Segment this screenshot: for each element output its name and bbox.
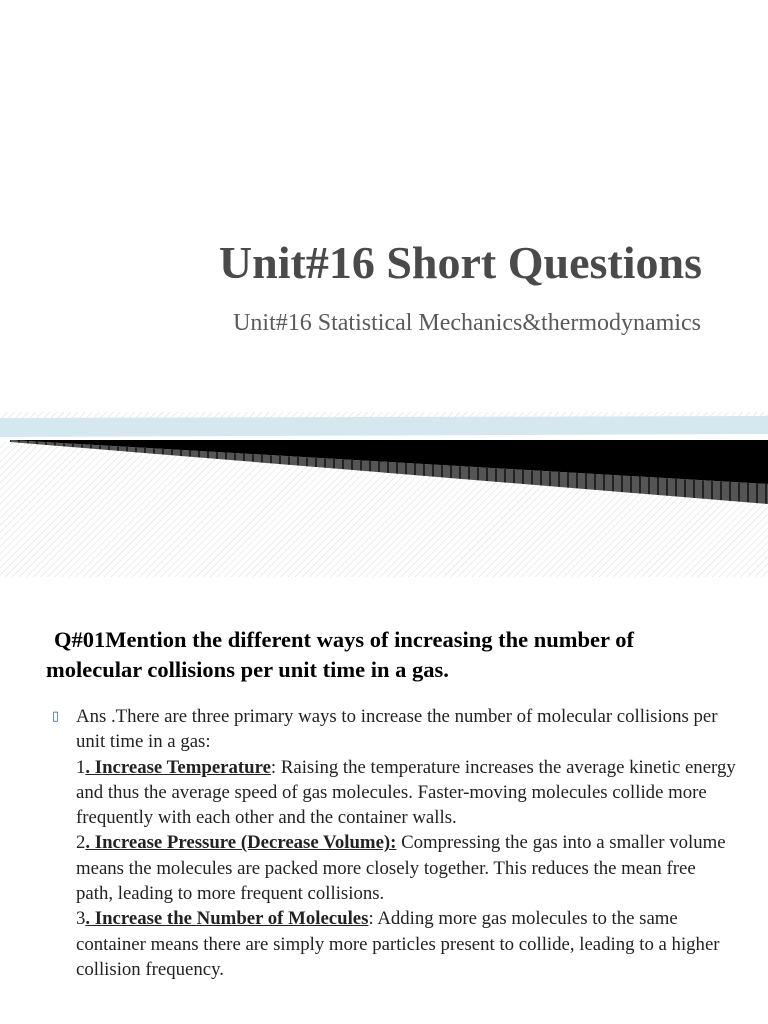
answer-point-1 [76,755,736,831]
point-number: 1 [76,756,86,778]
slide-title: Unit#16 Short Questions [218,237,702,288]
point-heading: . Increase the Number of Molecules [85,908,369,930]
point-text: : Raising the temperature increases the average kinetic energy and thus the average speed of gas molecules. Faster-moving molecules collide more frequently with each other and the container walls. [76,756,736,829]
slide-subtitle: Unit#16 Statistical Mechanics&thermodynamics [233,310,701,336]
decorative-band [0,412,768,577]
content-slide [0,577,768,1024]
point-text: Compressing the gas into a smaller volume means the molecules are packed more closely together. This reduces the mean free path, leading to more frequent collisions. [76,832,726,905]
question-line-2: molecular collisions per unit time in a gas. [46,657,449,682]
point-text: : Adding more gas molecules to the same container means there are simply more particles present to collide, leading to a higher collision frequency. [76,908,720,980]
bullet-icon: ▯ [52,708,60,723]
point-heading: . Increase Temperature [85,756,271,778]
point-number: 2 [76,832,86,854]
question-line-1: Q#01Mention the different ways of increasing the number of [54,627,634,652]
answer-body [76,704,736,982]
question-heading [46,625,736,685]
answer-point-2 [76,830,736,906]
answer-intro: Ans .There are three primary ways to increase the number of molecular collisions per unit time in a gas: [76,706,718,753]
answer-point-3 [76,906,736,982]
point-number: 3 [76,908,86,930]
point-heading: . Increase Pressure (Decrease Volume): [85,832,397,854]
